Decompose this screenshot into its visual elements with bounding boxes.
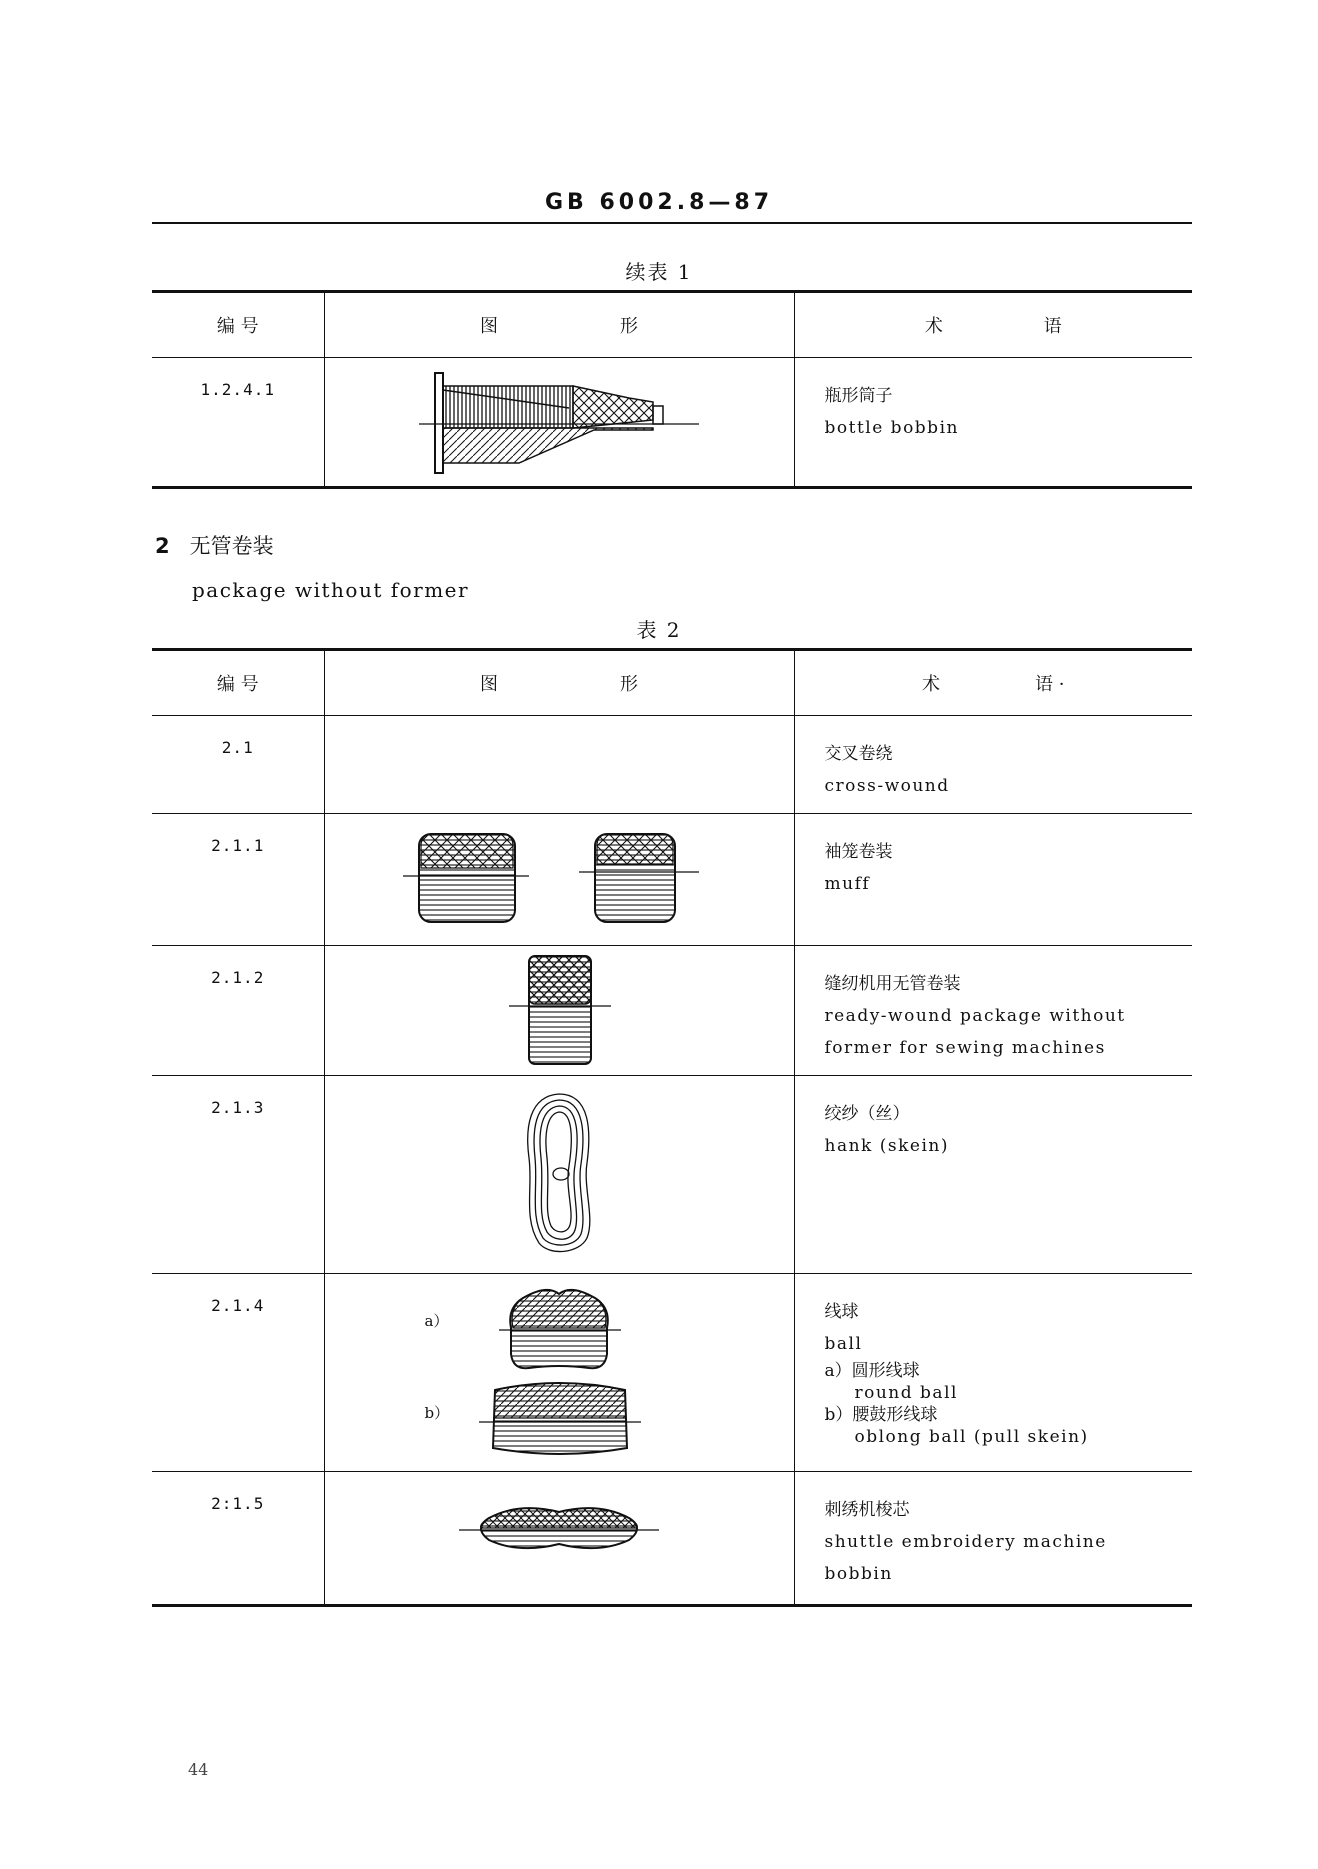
table1-header-row [152, 292, 1192, 358]
sub-a-label: a）圆形线球 [824, 1361, 920, 1381]
figure-label-a: a） [424, 1312, 449, 1330]
term-zh: 缝纫机用无管卷装 [824, 974, 961, 994]
ball-figure [429, 1284, 689, 1464]
bottle-bobbin-figure [409, 368, 709, 478]
sub-term-a [825, 1360, 1193, 1404]
row-term [794, 716, 1192, 814]
section-title-en: package without former [192, 578, 470, 602]
term-en-line2: former for sewing machines [824, 1038, 1106, 1058]
table-row [152, 814, 1192, 946]
row-figure [324, 1472, 794, 1606]
ready-wound-package-figure [489, 950, 629, 1070]
header-no: 编 号 [152, 650, 324, 716]
term-en: ready-wound package without [824, 1006, 1126, 1026]
term-en: bottle bobbin [824, 418, 959, 438]
term-zh: 交叉卷绕 [824, 744, 893, 764]
row-figure [324, 1274, 794, 1472]
term-zh: 刺绣机梭芯 [824, 1500, 910, 1520]
sub-term-b [825, 1404, 1193, 1448]
row-no: 2.1.4 [152, 1274, 324, 1472]
row-no: 2.1.2 [152, 946, 324, 1076]
term-zh: 线球 [824, 1302, 859, 1322]
sub-a-en: round ball [854, 1383, 958, 1403]
term-en: shuttle embroidery machine [824, 1532, 1107, 1552]
shuttle-bobbin-figure [449, 1494, 669, 1564]
table1-caption: 续表 1 [625, 260, 693, 284]
table1 [152, 290, 1192, 489]
row-term [794, 1274, 1192, 1472]
row-no: 2:1.5 [152, 1472, 324, 1606]
section-title-zh: 无管卷装 [189, 534, 274, 558]
table-row [152, 358, 1192, 488]
header-rule [152, 222, 1192, 224]
row-term [794, 814, 1192, 946]
figure-label-b: b） [424, 1404, 450, 1422]
row-no: 2.1.1 [152, 814, 324, 946]
sub-b-label: b）腰鼓形线球 [824, 1405, 938, 1425]
table-row [152, 716, 1192, 814]
term-en: hank (skein) [824, 1136, 949, 1156]
term-zh: 绞纱（丝） [824, 1104, 910, 1124]
row-no: 1.2.4.1 [152, 358, 324, 488]
term-zh: 瓶形筒子 [824, 386, 893, 406]
muff-figure [399, 828, 719, 928]
standard-number: GB 6002.8—87 [545, 190, 773, 215]
row-figure [324, 946, 794, 1076]
row-term [794, 1076, 1192, 1274]
table2 [152, 648, 1192, 1607]
table2-header-row [152, 650, 1192, 716]
row-term [794, 1472, 1192, 1606]
row-term [794, 946, 1192, 1076]
header-term: 术 语 [794, 292, 1192, 358]
row-figure [324, 358, 794, 488]
row-figure [324, 716, 794, 814]
row-no: 2.1 [152, 716, 324, 814]
sub-b-en: oblong ball (pull skein) [854, 1427, 1089, 1447]
page-number: 44 [188, 1760, 209, 1779]
table-row [152, 1274, 1192, 1472]
table2-caption: 表 2 [636, 618, 682, 642]
header-no: 编 号 [152, 292, 324, 358]
row-figure [324, 814, 794, 946]
table-row [152, 946, 1192, 1076]
section-number: 2 [155, 534, 170, 558]
term-en: muff [824, 874, 871, 894]
term-en: cross-wound [824, 776, 950, 796]
row-no: 2.1.3 [152, 1076, 324, 1274]
header-term: 术 语 · [794, 650, 1192, 716]
term-zh: 袖笼卷装 [824, 842, 893, 862]
term-en: ball [824, 1334, 863, 1354]
header-figure: 图 形 [324, 650, 794, 716]
hank-figure [499, 1088, 619, 1258]
header-figure: 图 形 [324, 292, 794, 358]
term-en-line2: bobbin [824, 1564, 893, 1584]
section-heading [155, 530, 274, 560]
table-row [152, 1472, 1192, 1606]
table-row [152, 1076, 1192, 1274]
row-figure [324, 1076, 794, 1274]
row-term [794, 358, 1192, 488]
